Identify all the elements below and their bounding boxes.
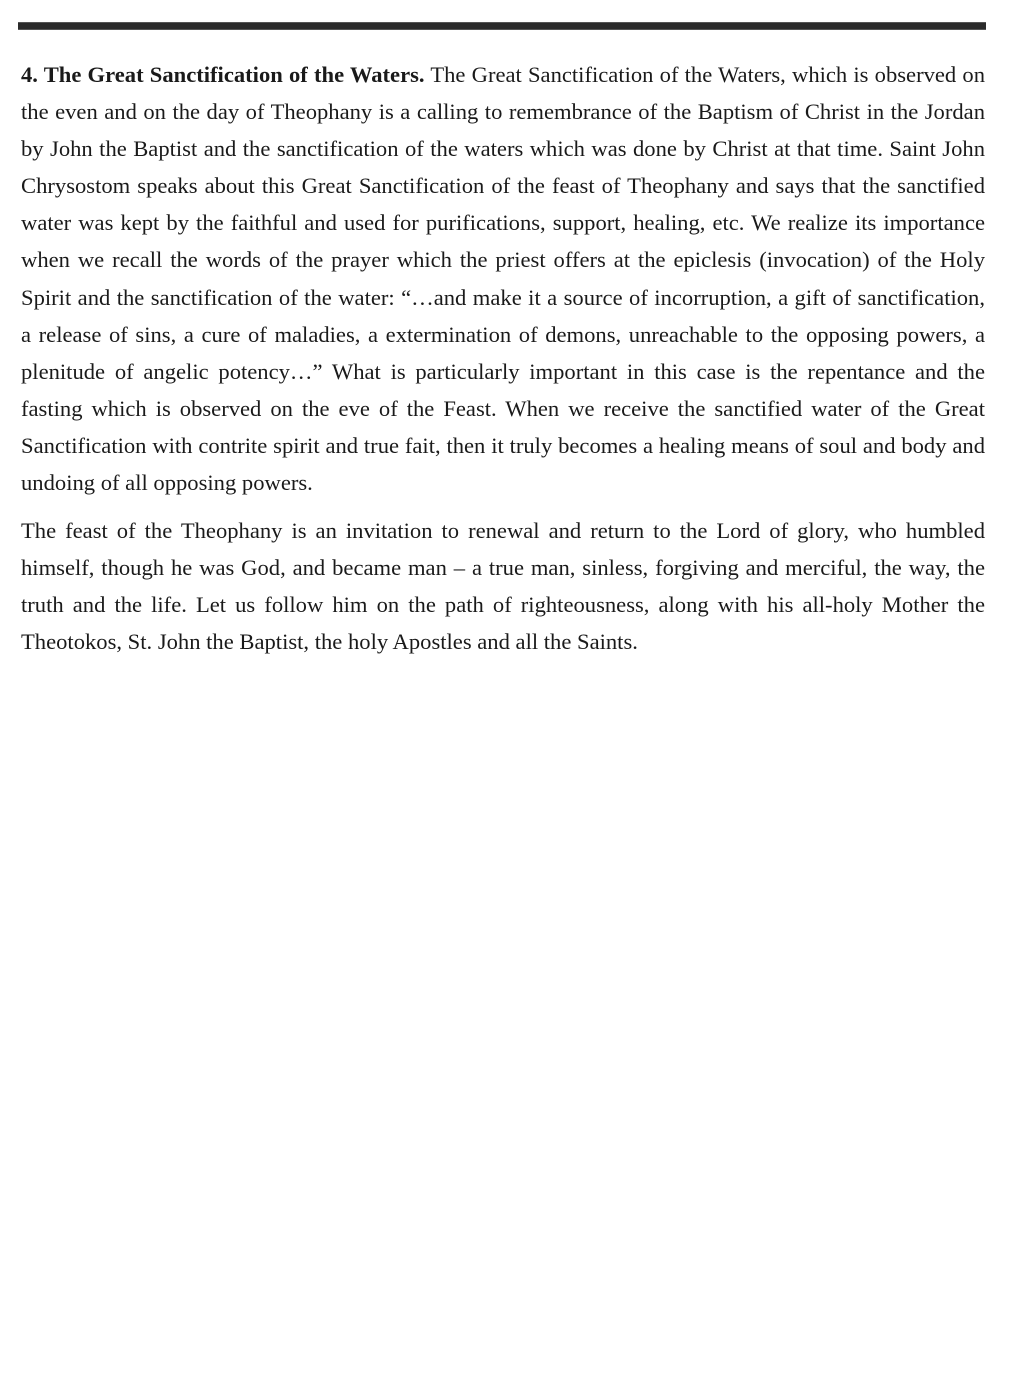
paragraph-1-text: The Great Sanctification of the Waters, which is observed on the even and on the day of Theophany is a calling to remembrance of the Baptism of Christ in the Jordan by John the Baptist and the sanctification of the waters which was done by Christ at that time. Saint John Chrysostom speaks about this Great Sanctification of the feast of Theophany and says that the sanctified water was kept by the faithful and used for purifications, support, healing, etc. We realize its importance when we recall the words of the prayer which the priest offers at the epiclesis (invocation) of the Holy Spirit and the sanctification of the water: “…and make it a source of incorruption, a gift of sanctification, a release of sins, a cure of maladies, a extermination of demons, unreachable to the opposing powers, a plenitude of angelic potency…” What is particularly important in this case is the repentance and the fasting which is observed on the eve of the Feast. When we receive the sanctified water of the Great Sanctification with contrite spirit and true fait, then it truly becomes a healing means of soul and body and undoing of all opposing powers. xyxy=(21,62,985,496)
paragraph-2: The feast of the Theophany is an invitation to renewal and return to the Lord of glory, who humbled himself, though he was God, and became man – a true man, sinless, forgiving and merciful, the way, the truth and the life. Let us follow him on the path of righteousness, along with his all-holy Mother the Theotokos, St. John the Baptist, the holy Apostles and all the Saints. xyxy=(21,518,985,655)
top-rule xyxy=(18,22,986,30)
paragraph-sanctification xyxy=(21,56,985,501)
section-heading: 4. The Great Sanctification of the Waters. xyxy=(21,62,425,87)
document-body xyxy=(21,56,985,661)
